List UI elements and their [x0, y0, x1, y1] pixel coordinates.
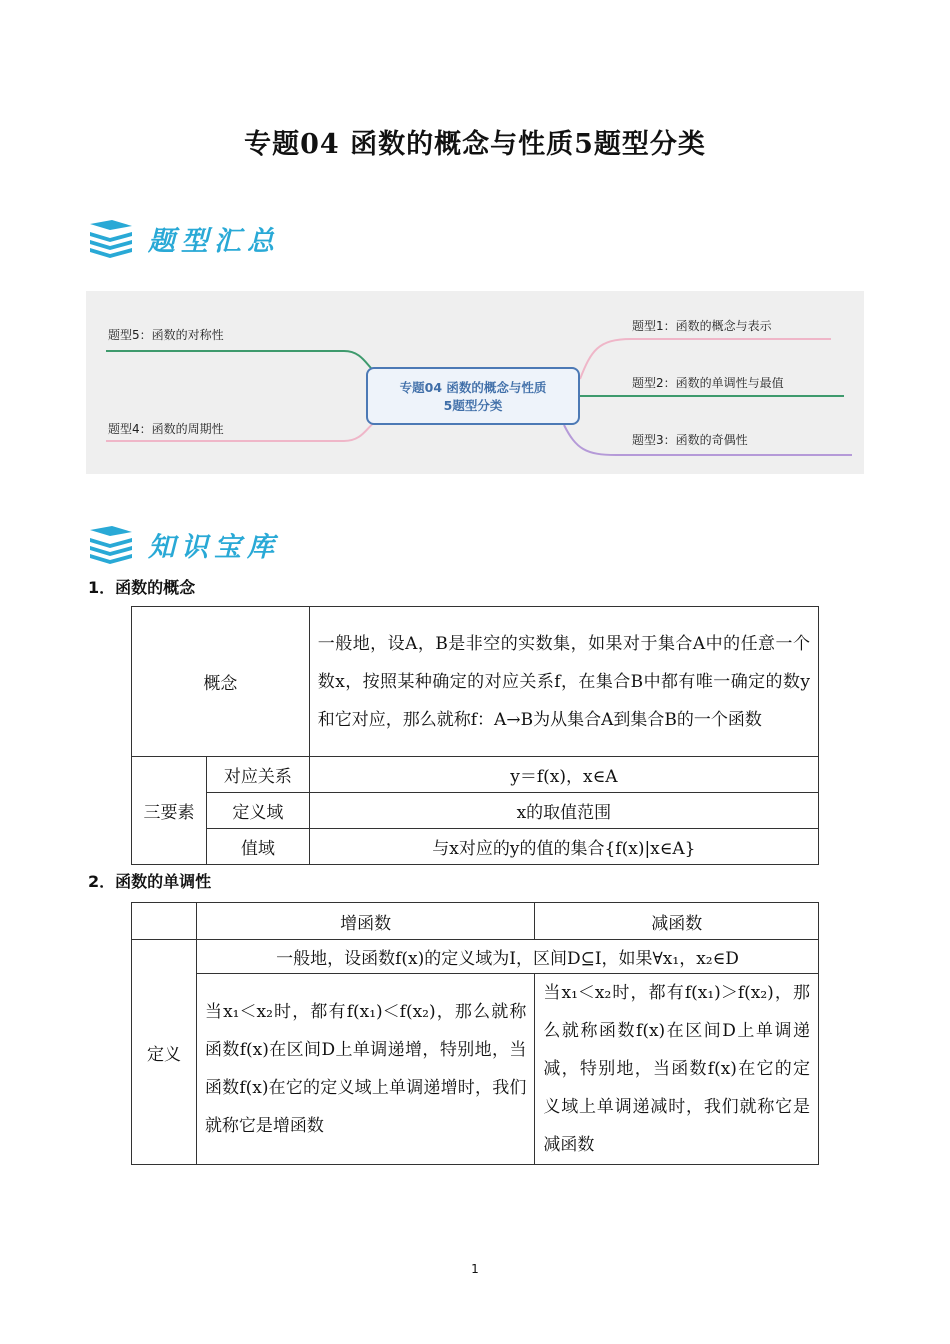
- column-decreasing: 减函数: [535, 903, 819, 940]
- banner-summary-text: 题型汇总: [148, 225, 280, 257]
- mind-map-item-5: 题型5：函数的对称性: [108, 328, 224, 342]
- three-elements-label: 三要素: [132, 757, 207, 865]
- page-title: 专题04 函数的概念与性质5题型分类: [244, 129, 706, 160]
- element-name: 值域: [206, 829, 309, 865]
- mind-map-center-line1: 专题04 函数的概念与性质: [399, 380, 547, 395]
- section-banner-knowledge: [88, 524, 280, 564]
- definition-label: 定义: [132, 940, 197, 1165]
- mind-map-center: [366, 367, 580, 425]
- element-value: x的取值范围: [309, 793, 818, 829]
- concept-label: 概念: [132, 607, 310, 757]
- banner-knowledge-text: 知识宝库: [148, 531, 280, 563]
- books-icon: [88, 524, 134, 564]
- mind-map-item-4: 题型4：函数的周期性: [108, 422, 224, 436]
- section-heading-concept: 1．函数的概念: [88, 578, 196, 597]
- mind-map-item-2: 题型2：函数的单调性与最值: [632, 376, 784, 390]
- column-increasing: 增函数: [196, 903, 534, 940]
- mind-map-center-line2: 5题型分类: [443, 398, 503, 413]
- mind-map: [86, 291, 864, 474]
- definition-common-text: 一般地，设函数f(x)的定义域为I，区间D⊆I，如果∀x₁，x₂∈D: [196, 940, 818, 974]
- decreasing-definition: 当x₁＜x₂时，都有f(x₁)＞f(x₂)，那么就称函数f(x)在区间D上单调递减，特别地，当函数f(x)在它的定义域上单调递减时，我们就称它是减函数: [535, 974, 819, 1165]
- section-heading-monotonicity: 2．函数的单调性: [88, 872, 212, 891]
- concept-text: 一般地，设A，B是非空的实数集，如果对于集合A中的任意一个数x，按照某种确定的对应关系f，在集合B中都有唯一确定的数y和它对应，那么就称f：A→B为从集合A到集合B的一个函数: [309, 607, 818, 757]
- increasing-definition: 当x₁＜x₂时，都有f(x₁)＜f(x₂)，那么就称函数f(x)在区间D上单调递增，特别地，当函数f(x)在它的定义域上单调递增时，我们就称它是增函数: [196, 974, 534, 1165]
- function-concept-table: [131, 606, 819, 865]
- monotonicity-table: [131, 902, 819, 1165]
- empty-cell: [132, 903, 197, 940]
- section-banner-summary: [88, 218, 280, 258]
- books-icon: [88, 218, 134, 258]
- mind-map-item-3: 题型3：函数的奇偶性: [632, 433, 748, 447]
- element-name: 对应关系: [206, 757, 309, 793]
- mind-map-item-1: 题型1：函数的概念与表示: [632, 319, 772, 333]
- element-value: y＝f(x)，x∈A: [309, 757, 818, 793]
- element-name: 定义域: [206, 793, 309, 829]
- page-number: 1: [471, 1262, 479, 1276]
- element-value: 与x对应的y的值的集合{f(x)|x∈A}: [309, 829, 818, 865]
